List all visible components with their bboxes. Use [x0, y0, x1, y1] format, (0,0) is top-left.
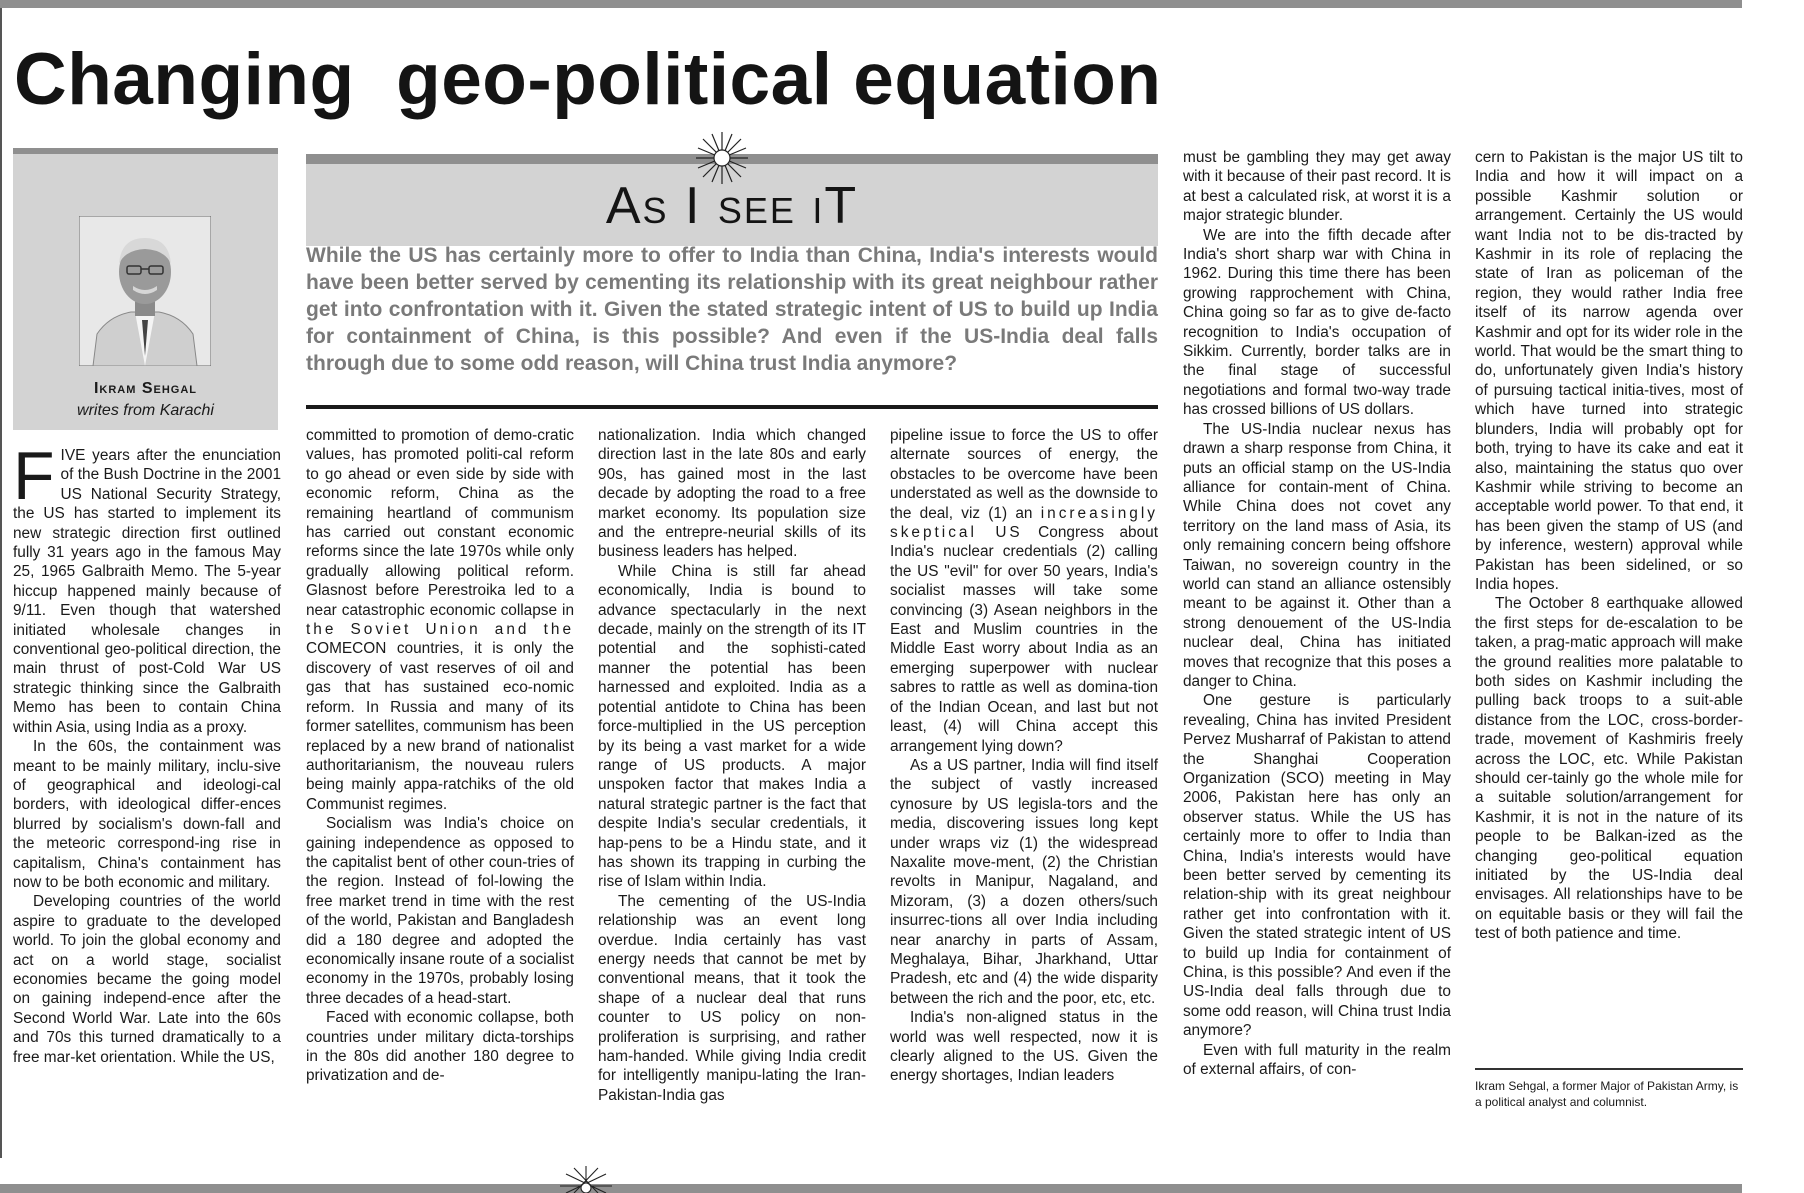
author-location: writes from Karachi: [77, 402, 214, 419]
author-portrait: [79, 216, 211, 366]
standfirst-rule: [306, 405, 1158, 409]
paragraph: We are into the fifth decade after India's short sharp war with China in 1962. During this time there has been growing rapprochement with China, China going so far as to give de-facto recognition to India's occupation of Sikkim. Currently, border talks are in the final stage of successful negotiations and formal two-way trade has crossed billions of US dollars.: [1183, 226, 1451, 419]
paragraph: The October 8 earthquake allowed the first steps for de-escalation to be taken, a prag-matic approach will make the ground realities more palatable to both sides on Kashmir including the pulling back troops to a suit-able distance from the LOC, cross-border-trade, movement of Kashmiris freely across the LOC, etc. While Pakistan should cer-tainly go the whole mile for a suitable solution/arrangement for Kashmir, it is not in the nature of its people to be Balkan-ized as the changing geo-political equation initiated by the US-India deal envisages. All relationships have to be on equitable basis or they will fail the test of both patience and time.: [1475, 595, 1743, 943]
star-ornament-bottom-icon: [558, 1164, 614, 1193]
bottom-rule: [0, 1184, 1742, 1193]
drop-cap: F: [13, 438, 55, 514]
standfirst: While the US has certainly more to offer to India than China, India's interests would have been better served by cementing its relationship with its great neighbour rather get into confrontation with it. Given the stated strategic intent of US to build up India for containment of China, is this possible? And even if the US-India deal falls through due to some odd reason, will China trust India anymore?: [306, 244, 1158, 375]
paragraph: One gesture is particularly revealing, China has invited President Pervez Musharraf of Pakistan to attend the Shanghai Cooperation Organization (SCO) meeting in May 2006, Pakistan here has only an observer status. While the US has certainly more to offer to India than China, India's interests would have been better served by cementing its relation-ship with its great neighbour rather get into confrontation with it. Given the stated strategic intent of US to build up India for containment of China, is this possible? And even if the US-India deal falls through due to some odd reason, will China trust India anymore?: [1183, 692, 1451, 1040]
author-name: Ikram Sehgal: [93, 380, 198, 397]
top-rule: [0, 0, 1742, 8]
paragraph: [13, 438, 281, 737]
paragraph: As a US partner, India will find itself the subject of vastly increased cynosure by US legisla-tors and the media, discovering issues long kept under wraps viz (1) the widespread Naxalite move-ment, (2) the Christian revolts in Manipur, Nagaland, and Mizoram, (3) a dozen others/such insurrec-tions all over India including near anarchy in parts of Assam, Meghalaya, Bihar, Jharkhand, Uttar Pradesh, etc and (4) the wide disparity between the rich and the poor, etc, etc.: [890, 756, 1158, 1007]
paragraph-text: increasingly skeptical US: [890, 504, 1158, 542]
page-edge: [0, 8, 2, 1158]
paragraph: Even with full maturity in the realm of external affairs, of con-: [1183, 1041, 1451, 1079]
paragraph-text: the Soviet Union and the: [306, 621, 574, 639]
paragraph-text: COMECON countries, it is only the discovery of vast reserves of oil and gas that has sustained eco-nomic reform. In Russia and many of its former satellites, communism has been replaced by a new brand of nationalist authoritarianism, the nouveau rulers being mainly appa-ratchiks of the old Communist regimes.: [306, 640, 574, 813]
headline: Changing geo-political equation: [14, 39, 1162, 120]
star-ornament-icon: [692, 128, 752, 188]
article-column-6: [1475, 148, 1743, 944]
author-box: [13, 148, 278, 430]
paragraph-text: pipeline issue to force the US to offer alternate sources of energy, the obstacles to be overcome have been understated as well as the downside to the deal, viz (1) an: [890, 427, 1158, 522]
column-title: As I see iT: [605, 177, 859, 235]
paragraph: Faced with economic collapse, both countries under military dicta-torships in the 80s did another 180 degree to privatization and de-: [306, 1009, 574, 1085]
paragraph: [306, 426, 574, 814]
paragraph: nationalization. India which changed direction last in the late 80s and early 90s, has gained most in the last decade by adopting the road to a free market economy. Its population size and the entrepre-neurial skills of its business leaders has helped.: [598, 427, 866, 561]
author-bio: Ikram Sehgal, a former Major of Pakistan Army, is a political analyst and columnist.: [1475, 1079, 1739, 1109]
paragraph-text: committed to promotion of demo-cratic values, has promoted politi-cal reform to go ahead or even side by side with economic reform, China as the remaining heartland of communism has carried out constant economic reforms since the late 1970s while only gradually allowing political reform. Glasnost before Perestroika led to a near catastrophic economic collapse in: [306, 427, 574, 619]
paragraph: must be gambling they may get away with it because of their past record. It is at best a calculated risk, at worst it is a major strategic blunder.: [1183, 149, 1451, 225]
bio-rule: [1475, 1068, 1743, 1070]
paragraph: Developing countries of the world aspire to graduate to the developed world. To join the global economy and act on a world stage, socialist economies became the going model on gaining independ-ence after the Second World War. Late into the 60s and 70s this turned dramatically to a free mar-ket orientation. While the US,: [13, 893, 281, 1066]
paragraph: [890, 426, 1158, 756]
paragraph: The cementing of the US-India relationship was an event long overdue. India certainly has vast energy needs that cannot be met by conventional means, that it took the shape of a nuclear deal that runs counter to US policy on non-proliferation is surprising, and rather ham-handed. While giving India credit for intelligently manipu-lating the Iran-Pakistan-India gas: [598, 892, 866, 1104]
paragraph: The US-India nuclear nexus has drawn a sharp response from China, it puts an official stamp on the US-India alliance for contain-ment of China. While China does not covet any territory on the land mass of Asia, its only remaining concern being offshore Taiwan, no sovereign country in the world can stand an alliance ostensibly meant to be against it. Other than a strong denouement of the US-India nuclear deal, China has initiated moves that recognize that this poses a danger to China.: [1183, 420, 1451, 690]
article-column-4: [890, 426, 1158, 1086]
article-column-5: [1183, 148, 1451, 1080]
article-column-3: [598, 426, 866, 1105]
paragraph: While China is still far ahead economically, India is bound to advance spectacularly in the next decade, mainly on the strength of its IT potential and the sophisti-cated manner the potential has been harnessed and exploited. India as a potential antidote to China has been force-multiplied in the US perception by its being a vast market for a wide range of US products. A major unspoken factor that makes India a natural strategic partner is the fact that despite India's secular credentials, it hap-pens to be a Hindu state, and it has shown its trapping in curbing the rise of Islam within India.: [598, 562, 866, 891]
paragraph-text: Congress about India's nuclear credentials (2) calling the US "evil" for over 50 years, India's socialist masses will take some convincing (3) Asean neighbors in the East and Muslim countries in the Middle East worry about India as an emerging superpower with nuclear sabres to rattle as well as domina-tion of the Indian Ocean, and last but not least, (4) will China accept this arrangement lying down?: [890, 524, 1158, 755]
paragraph: India's non-aligned status in the world was well respected, now it is clearly aligned to the US. Given the energy shortages, Indian leaders: [890, 1009, 1158, 1085]
article-column-2: [306, 426, 574, 1086]
paragraph: cern to Pakistan is the major US tilt to India and how it will impact on a possible Kashmir solution or arrangement. Certainly the US would want India not to be dis-tracted by Kashmir in its role of replacing the state of Iran as policeman of the region, they would rather India free itself of its narrow agenda over Kashmir and opt for its wider role in the world. That would be the smart thing to do, unfortunately given India's history of pursuing tactical initia-tives, most of which have turned into strategic blunders, India will probably opt for both, trying to have its cake and eat it also, maintaining the status quo over Kashmir while striving to become an acceptable world power. To that end, it has been given the stamp of US (and by inference, western) approval while Pakistan has been sidelined, or so India hopes.: [1475, 149, 1743, 593]
article-column-1: [13, 438, 281, 1067]
paragraph: Socialism was India's choice on gaining independence as opposed to the capitalist bent of other coun-tries of the region. Instead of fol-lowing the free market trend in time with the rest of the world, Pakistan and Bangladesh did a 180 degree and adopted the economically insane route of a socialist economy in the 1970s, probably losing three decades of a head-start.: [306, 815, 574, 1007]
paragraph-text: IVE years after the enunciation of the Bush Doctrine in the 2001 US National Security Strategy, the US has started to implement its new strategic direction first outlined fully 31 years ago in the famous May 25, 1965 Galbraith Memo. The 5-year hiccup happened mainly because of 9/11. Even though that watershed initiated wholesale changes in conventional geo-political direction, the main thrust of post-Cold War US strategic thinking since the Galbraith Memo has been to contain China within Asia, using India as a proxy.: [13, 447, 281, 736]
paragraph: In the 60s, the containment was meant to be mainly military, inclu-sive of geographical and ideologi-cal borders, with ideological differ-ences blurred by socialism's down-fall and the meteoric correspond-ing rise in capitalism, China's containment has now to be both economic and military.: [13, 738, 281, 891]
